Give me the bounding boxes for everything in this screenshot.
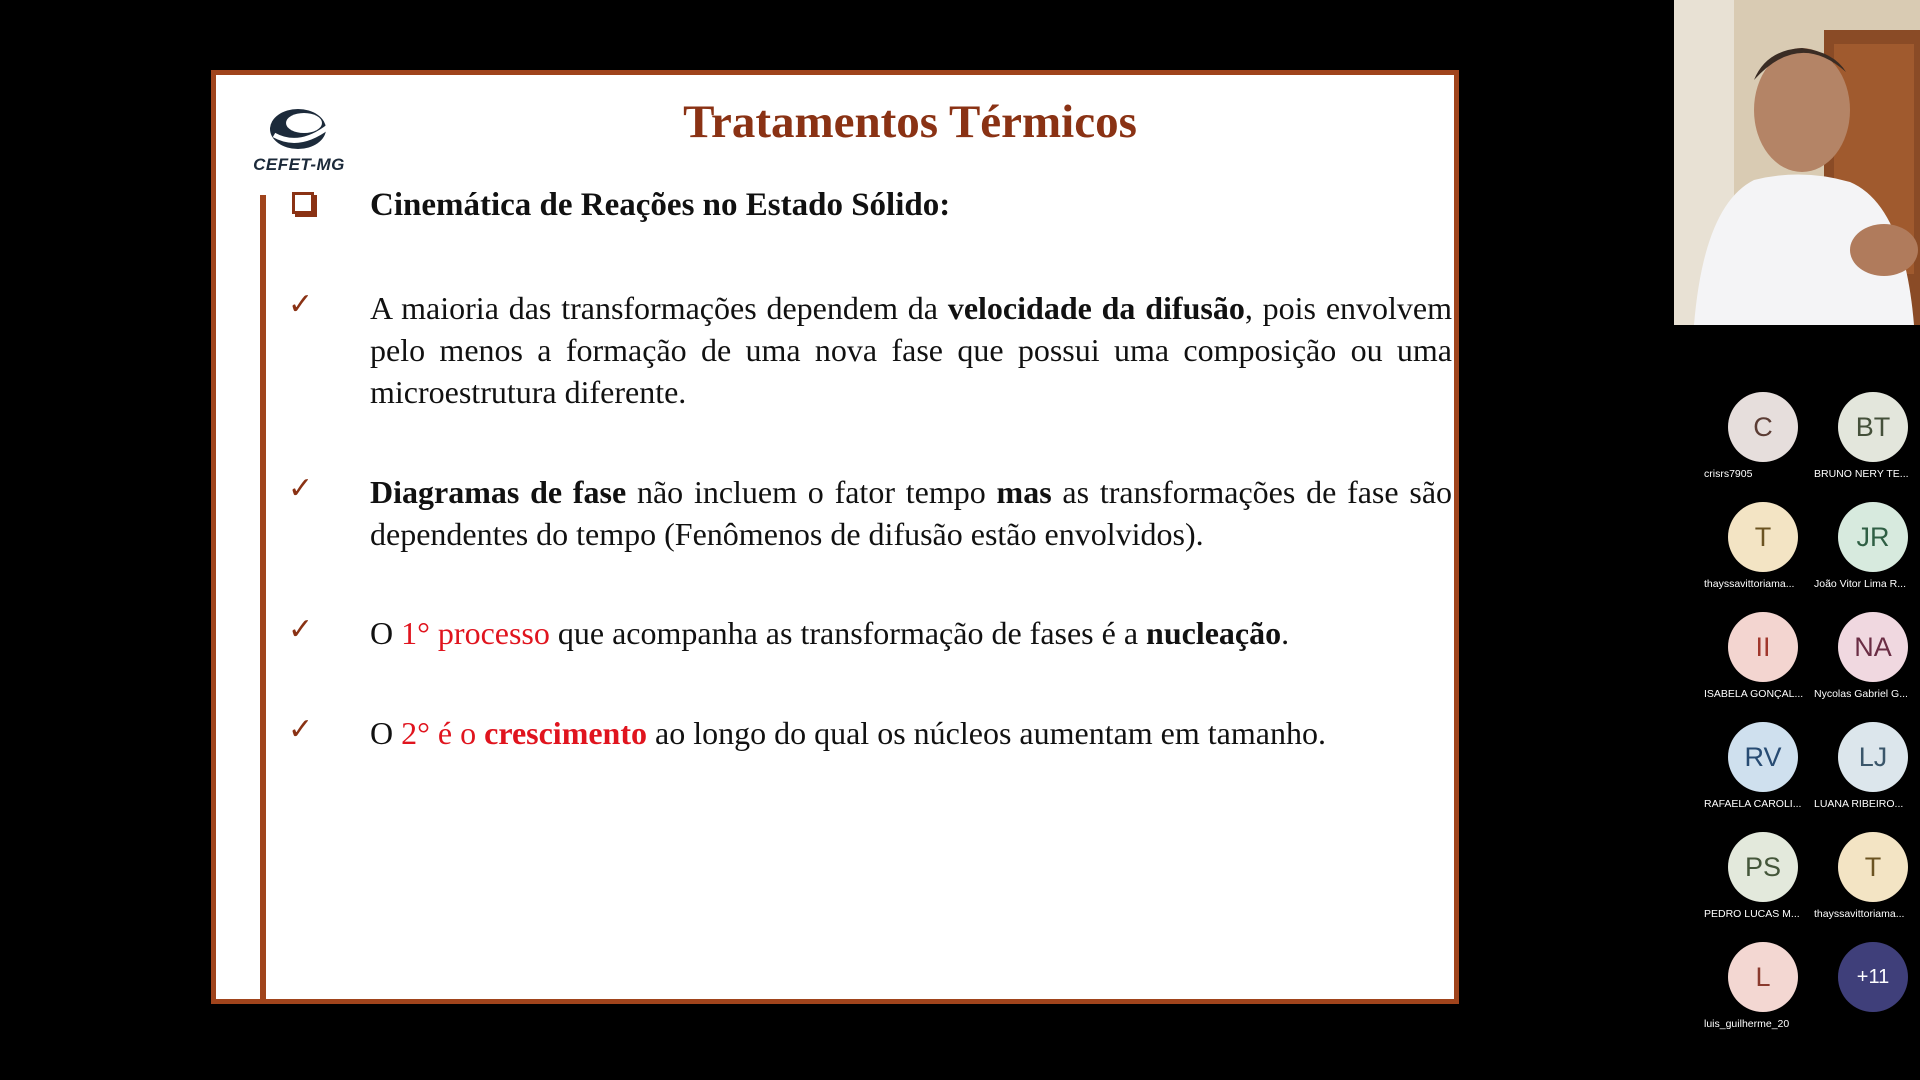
bullet-paragraph-4 bbox=[370, 712, 1452, 754]
left-accent-bar bbox=[260, 195, 266, 1004]
check-icon: ✓ bbox=[288, 612, 314, 647]
participant-tile[interactable] bbox=[1814, 612, 1918, 716]
participant-tile[interactable] bbox=[1814, 392, 1918, 496]
text: . bbox=[1281, 615, 1290, 651]
participant-tile[interactable] bbox=[1704, 392, 1808, 496]
participant-avatar bbox=[1728, 612, 1798, 682]
participant-tile[interactable] bbox=[1814, 502, 1918, 606]
red-text: 1° processo bbox=[401, 615, 550, 651]
avatar-initials: L bbox=[1755, 961, 1771, 992]
participant-avatar bbox=[1728, 392, 1798, 462]
participant-avatar bbox=[1728, 722, 1798, 792]
avatar-initials: PS bbox=[1744, 851, 1782, 882]
avatar-initials: T bbox=[1864, 851, 1882, 882]
text: que acompanha as transformação de fases é a bbox=[549, 615, 1147, 651]
bullet-paragraph-1 bbox=[370, 287, 1452, 413]
participant-avatar bbox=[1838, 392, 1908, 462]
participant-tile[interactable] bbox=[1814, 722, 1918, 826]
bold-text: mas bbox=[996, 474, 1052, 510]
avatar-initials: II bbox=[1755, 631, 1771, 662]
bullet-paragraph-2 bbox=[370, 471, 1452, 555]
participant-avatar bbox=[1838, 502, 1908, 572]
avatar-initials: +11 bbox=[1856, 965, 1890, 988]
logo-text: CEFET-MG bbox=[253, 155, 345, 174]
avatar-initials: RV bbox=[1744, 741, 1782, 772]
avatar-initials: C bbox=[1753, 411, 1773, 442]
speaker-video-tile[interactable] bbox=[1674, 0, 1920, 325]
text: A maioria das transformações dependem da bbox=[370, 290, 948, 326]
red-bold-text: crescimento bbox=[484, 715, 647, 751]
text: , pois envolvem pelo menos a formação de uma nova fase que possui uma composição ou uma microestrutura diferente. bbox=[370, 290, 1453, 410]
participant-name: BRUNO NERY TE... bbox=[1814, 468, 1909, 480]
participant-name: Nycolas Gabriel G... bbox=[1814, 688, 1908, 700]
participant-name: thayssavittoriama... bbox=[1704, 578, 1795, 590]
participant-name: ISABELA GONÇAL... bbox=[1704, 688, 1804, 700]
participant-avatar bbox=[1838, 722, 1908, 792]
bold-text: velocidade da difusão bbox=[947, 290, 1245, 326]
participant-tile[interactable] bbox=[1704, 612, 1808, 716]
participant-avatar bbox=[1728, 942, 1798, 1012]
text: O bbox=[370, 715, 402, 751]
participant-name: thayssavittoriama... bbox=[1814, 908, 1905, 920]
text: ao longo do qual os núcleos aumentam em tamanho. bbox=[647, 715, 1326, 751]
avatar-initials: JR bbox=[1856, 521, 1890, 552]
participant-tile[interactable] bbox=[1704, 832, 1808, 936]
bullet-paragraph-3 bbox=[370, 612, 1452, 654]
red-text: 2° é o bbox=[401, 715, 485, 751]
slide-heading: Cinemática de Reações no Estado Sólido: bbox=[370, 187, 951, 223]
shared-slide bbox=[211, 70, 1459, 1004]
participant-name: LUANA RIBEIRO... bbox=[1814, 798, 1904, 810]
participant-tile[interactable] bbox=[1814, 832, 1918, 936]
text: não incluem o fator tempo bbox=[626, 474, 997, 510]
participant-tile[interactable] bbox=[1704, 722, 1808, 826]
avatar-initials: BT bbox=[1855, 411, 1891, 442]
avatar-initials: T bbox=[1754, 521, 1772, 552]
participant-tile[interactable] bbox=[1704, 502, 1808, 606]
participant-name: crisrs7905 bbox=[1704, 468, 1753, 480]
participant-avatar bbox=[1838, 612, 1908, 682]
participant-name: luis_guilherme_20 bbox=[1704, 1018, 1790, 1030]
check-icon: ✓ bbox=[288, 287, 314, 322]
participant-name: RAFAELA CAROLI... bbox=[1704, 798, 1802, 810]
avatar-initials: LJ bbox=[1858, 741, 1888, 772]
text: as transformações de fase são dependentes do tempo (Fenômenos de difusão estão envolvidos). bbox=[370, 474, 1453, 552]
avatar-initials: NA bbox=[1854, 631, 1892, 662]
participant-name: João Vitor Lima R... bbox=[1814, 578, 1907, 590]
more-participants-button[interactable] bbox=[1814, 942, 1918, 1046]
text: O bbox=[370, 615, 402, 651]
check-icon: ✓ bbox=[288, 712, 314, 747]
participant-name: PEDRO LUCAS M... bbox=[1704, 908, 1800, 920]
slide-title: Tratamentos Térmicos bbox=[683, 96, 1137, 148]
participant-avatar bbox=[1728, 832, 1798, 902]
participant-tile[interactable] bbox=[1704, 942, 1808, 1046]
participant-avatar bbox=[1838, 942, 1908, 1012]
bold-text: Diagramas de fase bbox=[370, 474, 627, 510]
participant-avatar bbox=[1728, 502, 1798, 572]
square-bullet-icon bbox=[292, 192, 314, 214]
speaker-video-image bbox=[1674, 0, 1920, 325]
participant-avatar bbox=[1838, 832, 1908, 902]
bold-text: nucleação bbox=[1146, 615, 1282, 651]
check-icon: ✓ bbox=[288, 471, 314, 506]
